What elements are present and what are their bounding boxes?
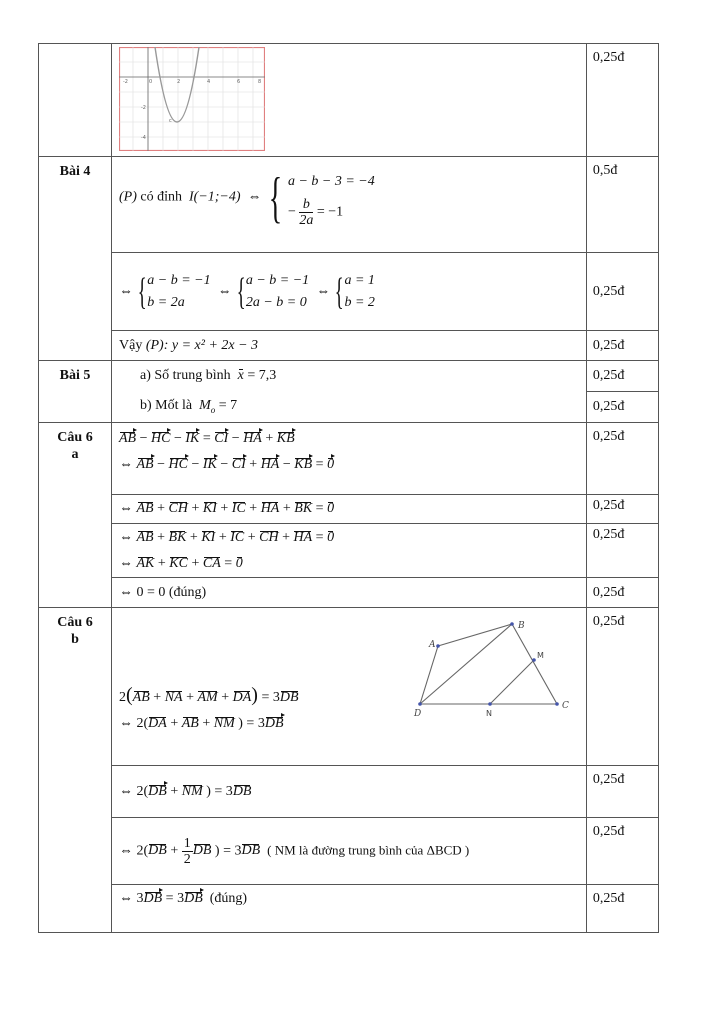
bai4-label: Bài 4 — [59, 164, 91, 179]
score: 0,25đ — [592, 584, 625, 600]
sys1-eq2-rhs: = −1 — [316, 204, 344, 220]
bai5-label-cell — [39, 361, 112, 423]
cau6b-final-cell: ⇔ 3DB = 3DB (đúng) — [112, 885, 587, 933]
vertex-point: I(−1;−4) — [189, 189, 241, 205]
sys2-a1: a − b = −1 — [147, 272, 211, 288]
conclusion-prefix: Vậy — [119, 337, 143, 353]
frac-num: 1 — [183, 835, 191, 851]
bai5-label: Bài 5 — [59, 368, 91, 383]
frac-den: 2 — [183, 851, 191, 867]
cau6a-step3-cell: ⇔ AB + BK + KI + IC + CH + HA = 0 ⇔ AK + KC + CA = 0 — [112, 524, 587, 578]
point-d-label: D — [414, 709, 422, 719]
score-cell — [586, 766, 658, 818]
score-cell — [586, 608, 658, 766]
sys2-a2: b = 2a — [147, 294, 185, 310]
score-cell — [586, 495, 658, 524]
bai5-b: b) Mốt là — [140, 398, 193, 414]
x-tick: 6 — [237, 79, 241, 85]
point-c-label: C — [562, 701, 569, 711]
score: 0,25đ — [592, 498, 625, 513]
bai5-a-value: = 7,3 — [247, 368, 277, 384]
score: 0,25đ — [592, 399, 625, 414]
score-cell — [586, 423, 658, 495]
y-tick: -4 — [141, 135, 146, 141]
score: 0,25đ — [592, 614, 625, 629]
midline-note: ( NM là đường trung bình của ΔBCD ) — [267, 842, 470, 858]
cau6b-step3-cell: ⇔ 2(DB + $\frac{1}{2}$ DB ) = 3DB ( NM là đường trung bình của ΔBCD ) — [112, 818, 587, 885]
final-note: (đúng) — [209, 891, 248, 906]
score: 0,25đ — [592, 772, 625, 787]
cau6b-label: Câu 6 — [57, 615, 93, 630]
bai4-label-cell — [39, 157, 112, 361]
cau6b-label-cell — [39, 608, 112, 933]
score: 0,25đ — [592, 50, 625, 65]
cau6a-label-cell — [39, 423, 112, 608]
score-cell — [586, 44, 658, 157]
x-tick: 0 — [149, 79, 153, 85]
empty-cell — [39, 44, 112, 157]
score: 0,5đ — [592, 163, 618, 178]
score-cell — [586, 818, 658, 885]
cau6b-step1-cell: A B C D M N 2(AB + NA + AM + DA) = 3DB ⇔ 2(DA + AB + NM ) = 3DB — [112, 608, 587, 766]
x-tick: 8 — [258, 79, 262, 85]
cau6a-final-cell: ⇔ 0 = 0 (đúng) — [112, 578, 587, 608]
score: 0,25đ — [592, 527, 625, 542]
score-cell — [586, 392, 658, 423]
parabola-graph — [119, 47, 265, 151]
conclusion-p: (P): — [145, 337, 169, 353]
bai5-a-cell: a) Số trung bình x = 7,3 — [112, 361, 587, 392]
point-b-label: B — [518, 621, 525, 631]
triangle-figure — [402, 612, 572, 722]
score: 0,25đ — [592, 368, 625, 383]
frac-den: 2a — [299, 213, 314, 228]
bai5-a: a) Số trung bình — [140, 368, 231, 384]
sys2-b1: a − b = −1 — [245, 272, 310, 288]
score-cell — [586, 157, 658, 253]
score: 0,25đ — [592, 429, 625, 444]
bai4-vertex-cell: (P) có đỉnh I(−1;−4) ⇔ { a − b − 3 = −4 − $\frac{b}{2a}$ = −1 — [112, 157, 587, 253]
bai5-b-value: = 7 — [218, 398, 238, 414]
sys2-c2: b = 2 — [344, 294, 375, 310]
answer-table — [38, 43, 659, 933]
score: 0,25đ — [592, 283, 625, 299]
sys1-eq2-minus: − — [287, 204, 296, 220]
y-tick: -2 — [141, 105, 146, 111]
bai5-b-cell: b) Mốt là $M_o = 7$ — [112, 392, 587, 423]
sys1-eq1: a − b − 3 = −4 — [287, 174, 375, 189]
x-tick: 2 — [177, 79, 181, 85]
score-cell — [586, 253, 658, 331]
cau6a-step1-cell: AB − HC − IK = CI − HA + KB ⇔ AB − HC − IK − CI + HA − KB = 0 — [112, 423, 587, 495]
x-tick: 4 — [207, 79, 211, 85]
x-tick: -2 — [123, 79, 128, 85]
score-cell — [586, 331, 658, 361]
score: 0,25đ — [592, 337, 625, 353]
cau6b-step2-cell: ⇔ 2(DB + NM ) = 3DB — [112, 766, 587, 818]
point-a-label: A — [429, 640, 436, 650]
graph-cell — [112, 44, 587, 157]
cau6a-label: Câu 6 — [57, 430, 93, 445]
cau6a-sublabel: a — [71, 447, 79, 462]
cau6a-step2-cell: ⇔ AB + CH + KI + IC + HA + BK = 0 — [112, 495, 587, 524]
frac-num: b — [299, 197, 313, 213]
point-m-label: M — [537, 651, 544, 660]
score-cell — [586, 578, 658, 608]
cau6b-sublabel: b — [71, 632, 79, 647]
score: 0,25đ — [592, 891, 625, 906]
conclusion-eq: y = x² + 2x − 3 — [171, 337, 259, 353]
cau6a-final: 0 = 0 (đúng) — [136, 584, 207, 600]
vertex-text: có đỉnh — [140, 189, 182, 205]
curve-label: c — [169, 118, 172, 124]
score-cell — [586, 524, 658, 578]
score-cell — [586, 361, 658, 392]
bai4-solve-cell: ⇔ {a − b = −1 b = 2a ⇔ {a − b = −1 2a − b = 0 ⇔ {a = 1 b = 2 — [112, 253, 587, 331]
sys2-b2: 2a − b = 0 — [245, 294, 307, 310]
sys2-c1: a = 1 — [344, 272, 375, 288]
bai4-conclusion-cell — [112, 331, 587, 361]
score-cell — [586, 885, 658, 933]
score: 0,25đ — [592, 824, 625, 839]
point-n-label: N — [486, 709, 492, 718]
p-label: (P) — [119, 189, 137, 205]
